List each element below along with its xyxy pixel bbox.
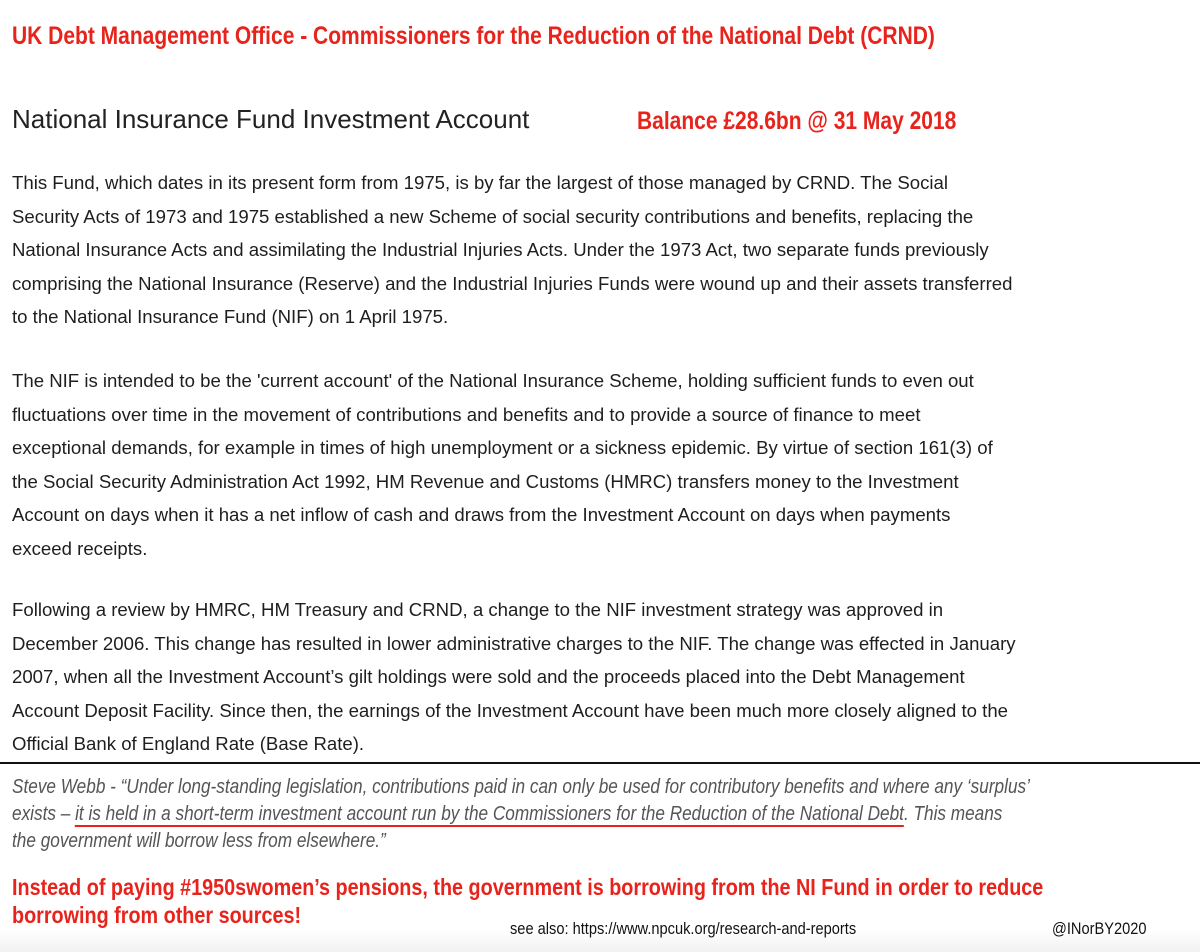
see-also-text: see also: https://www.npcuk.org/research-and-reports: [510, 919, 857, 938]
paragraph-2: [12, 364, 993, 566]
top-title: [12, 22, 1111, 51]
bottom-note-line: Instead of paying #1950swomen’s pensions, the government is borrowing from the NI Fund in order to reduce: [12, 874, 1044, 900]
text-line: Following a review by HMRC, HM Treasury and CRND, a change to the NIF investment strategy was approved in: [12, 599, 944, 620]
text-line: 2007, when all the Investment Account’s gilt holdings were sold and the proceeds placed into the Debt Management: [12, 666, 965, 688]
underlined-quote-text: it is held in a short-term investment account run by the Commissioners for the Reduction of the National Debt: [75, 803, 904, 825]
text-line: exceptional demands, for example in times of high unemployment or a sickness epidemic. By virtue of section 161(3) of: [12, 437, 993, 459]
quote-text: . This means: [903, 803, 1003, 825]
paragraph-1: [12, 166, 1012, 334]
author-handle-text: @INorBY2020: [1052, 919, 1147, 938]
page-heading: National Insurance Fund Investment Account: [12, 104, 530, 134]
text-line: the Social Security Administration Act 1992, HM Revenue and Customs (HMRC) transfers money to the Investment: [12, 470, 959, 492]
quote-line: Steve Webb - “Under long-standing legislation, contributions paid in can only be used for contributory benefits and where any ‘surplus’: [12, 776, 1030, 798]
bottom-note-line: borrowing from other sources!: [12, 902, 302, 928]
balance-note-text: Balance £28.6bn @ 31 May 2018: [637, 107, 957, 135]
text-line: National Insurance Acts and assimilating the Industrial Injuries Acts. Under the 1973 Act, two separate funds previously: [12, 239, 989, 261]
text-line: December 2006. This change has resulted in lower administrative charges to the NIF. The change was effected in January: [12, 632, 1016, 654]
quote-text: exists –: [12, 803, 76, 825]
balance-note: [637, 107, 1017, 136]
see-also-link: [510, 919, 913, 939]
text-line: exceed receipts.: [12, 537, 148, 559]
text-line: Official Bank of England Rate (Base Rate).: [12, 733, 365, 755]
steve-webb-quote: [12, 774, 1196, 855]
text-line: Account on days when it has a net inflow of cash and draws from the Investment Account on days when payments: [12, 504, 951, 526]
top-title-text: UK Debt Management Office - Commissioners for the Reduction of the National Debt (CRND): [12, 22, 935, 50]
quote-line: [12, 801, 1030, 828]
text-line: This Fund, which dates in its present form from 1975, is by far the largest of those managed by CRND. The Social: [12, 172, 948, 193]
text-line: to the National Insurance Fund (NIF) on 1 April 1975.: [12, 306, 449, 328]
paragraph-3: [12, 593, 1016, 761]
text-line: Security Acts of 1973 and 1975 established a new Scheme of social security contributions and benefits, replacing the: [12, 205, 974, 227]
divider: [0, 762, 1200, 764]
text-line: Account Deposit Facility. Since then, the earnings of the Investment Account have been much more closely aligned to the: [12, 699, 1009, 721]
text-line: The NIF is intended to be the 'current account' of the National Insurance Scheme, holding sufficient funds to even out: [12, 370, 974, 391]
quote-line: the government will borrow less from elsewhere.”: [12, 830, 386, 852]
author-handle: [1052, 919, 1162, 939]
text-line: comprising the National Insurance (Reserve) and the Industrial Injuries Funds were wound up and their assets transferred: [12, 272, 1013, 294]
text-line: fluctuations over time in the movement of contributions and benefits and to provide a source of finance to meet: [12, 403, 921, 425]
